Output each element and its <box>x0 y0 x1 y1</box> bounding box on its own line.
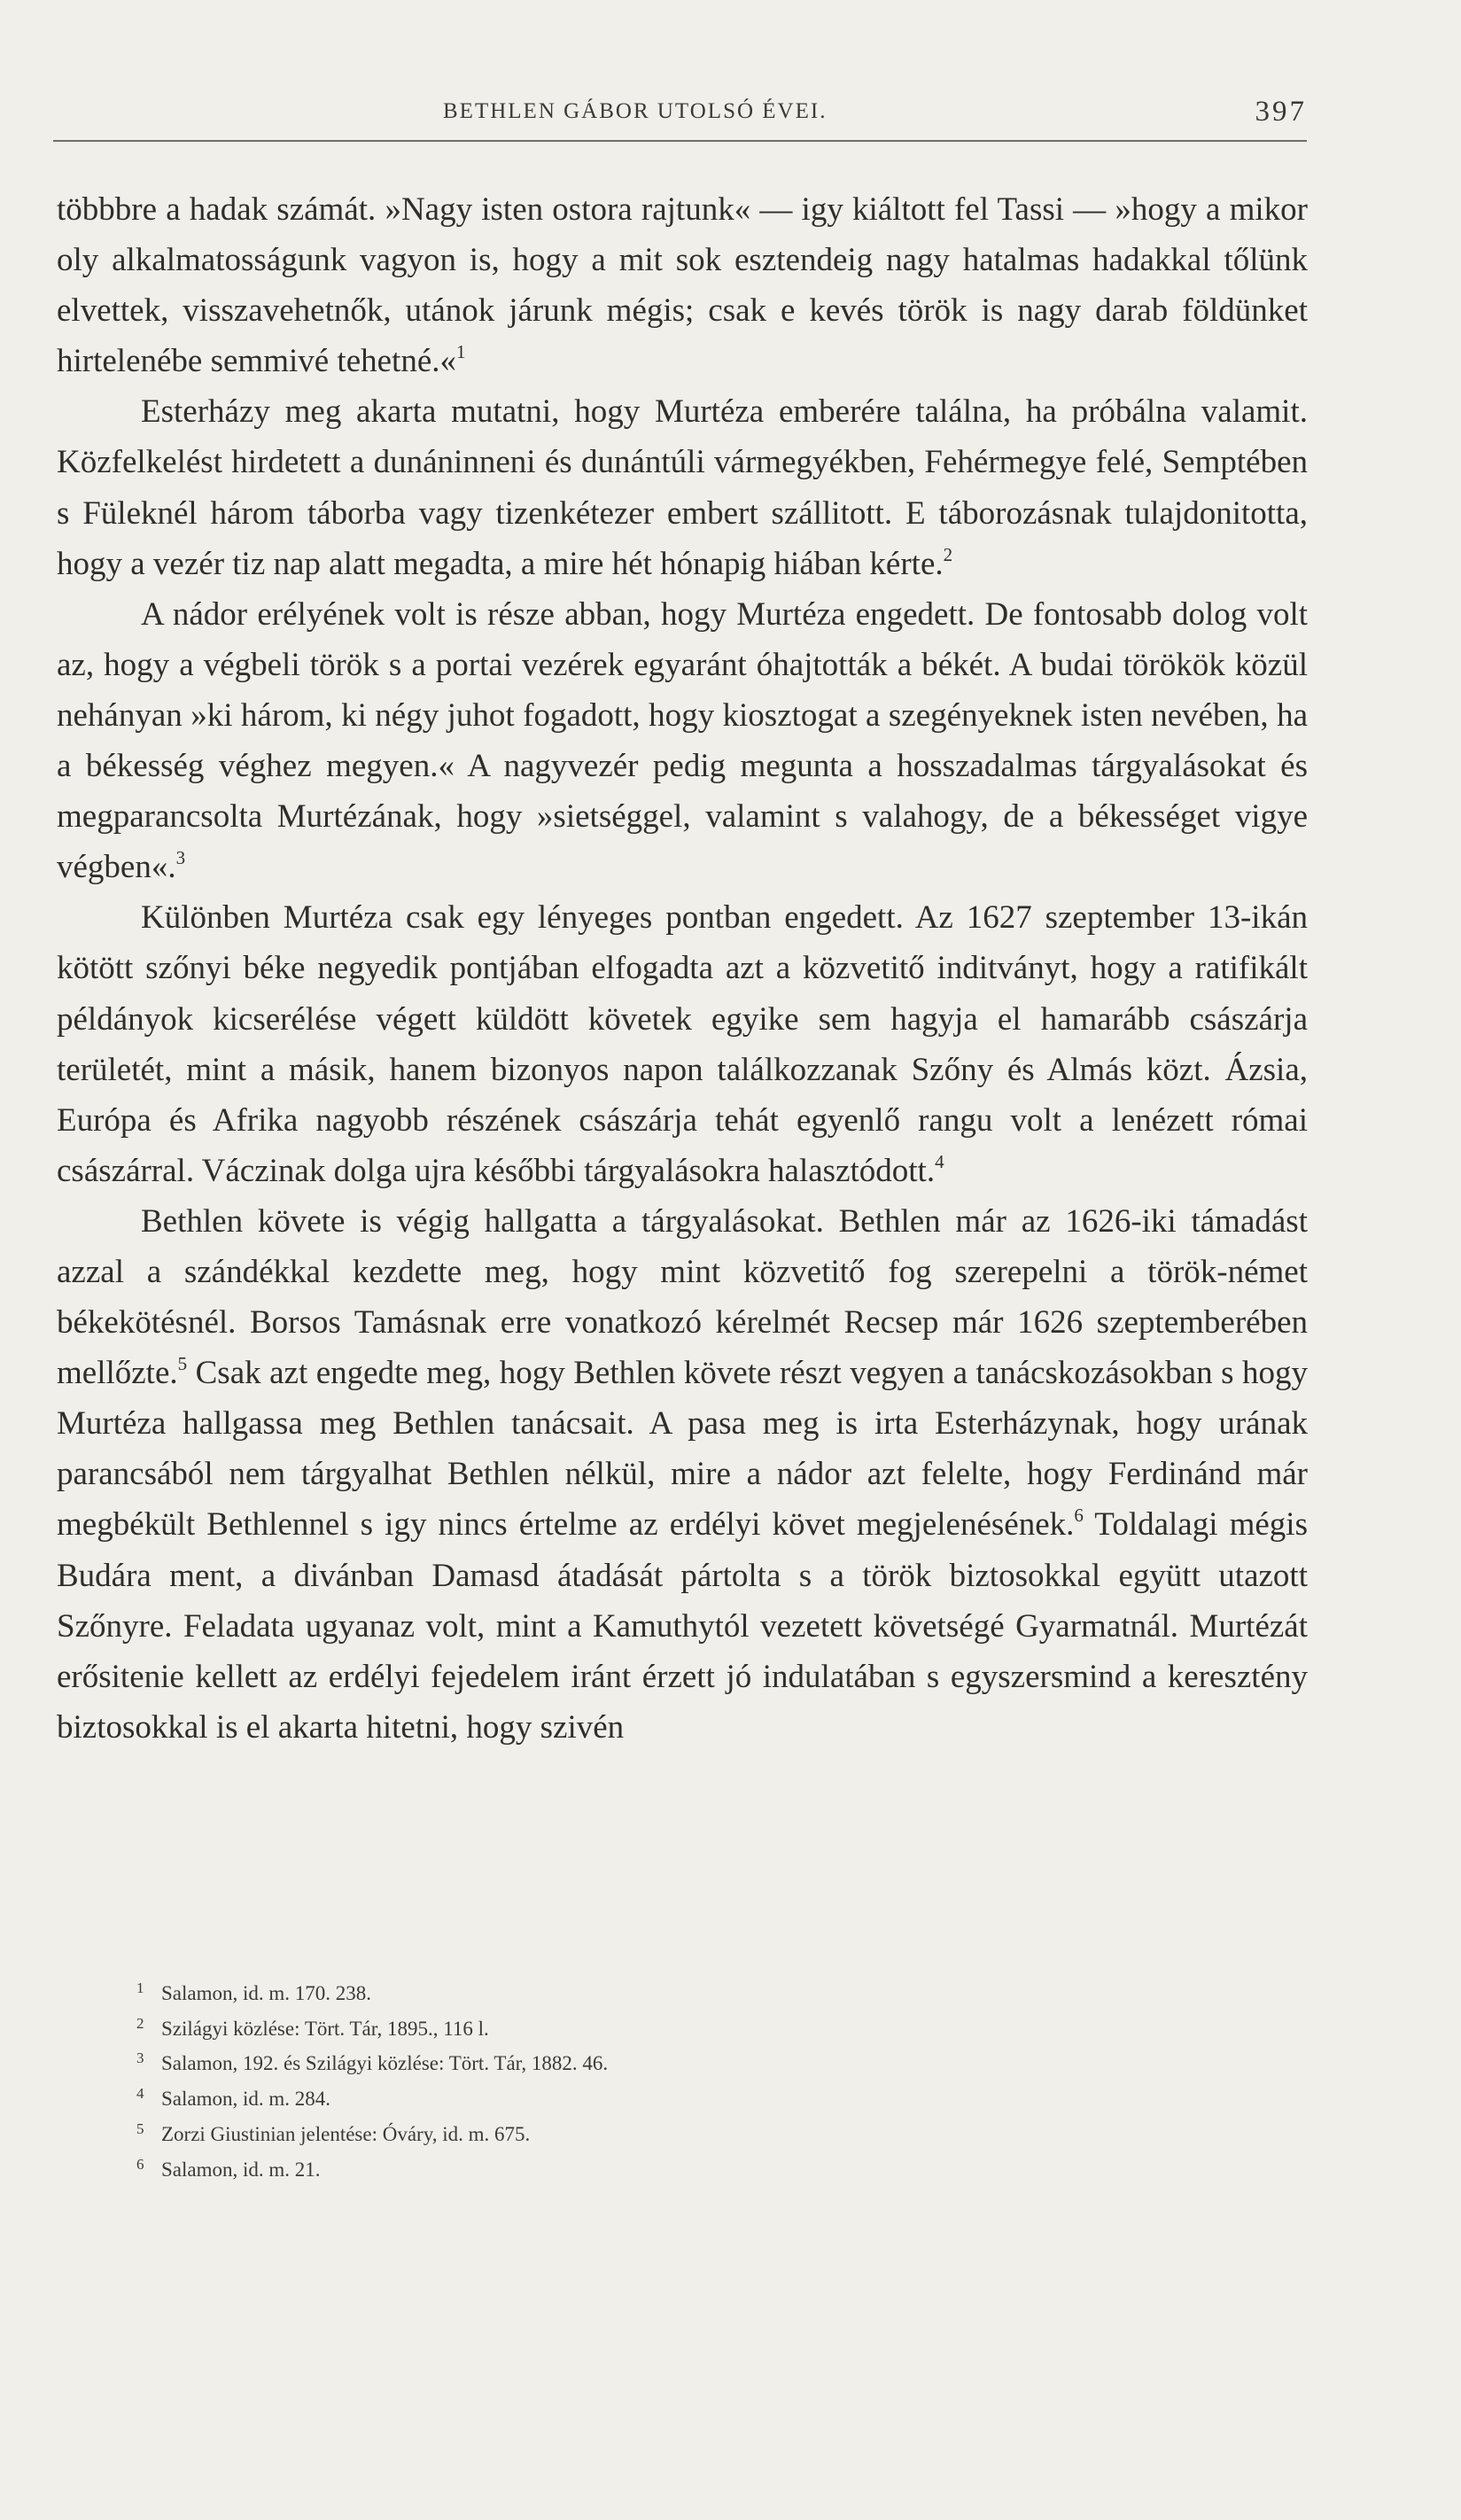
footnote-reference: 2 <box>943 543 953 565</box>
footnote-number: 5 <box>136 2119 144 2137</box>
paragraph-text: Esterházy meg akarta mutatni, hogy Murtéza emberére találna, ha próbálna valamit. Közfelkelést hirdetett a dunáninneni és dunántúli vármegyékben, Fehérmegye felé, Semptében s Füleknél három táborba vagy tizenkétezer embert szállitott. E táborozásnak tulajdonitotta, hogy a vezér tiz nap alatt megadta, a mire hét hónapig hiában kérte. <box>57 393 1308 582</box>
paragraph <box>57 589 1308 893</box>
footnote-text: Salamon, id. m. 170. 238. <box>161 1982 372 2004</box>
footnote-reference: 3 <box>175 847 186 869</box>
main-text <box>57 184 1308 1753</box>
paragraph-text: többbre a hadak számát. »Nagy isten ostora rajtunk« — igy kiáltott fel Tassi — »hogy a mikor oly alkalmatosságunk vagyon is, hogy a mit sok esztendeig nagy hatalmas hadakkal tőlünk elvettek, visszavehetnők, utánok járunk mégis; csak e kevés török is nagy darab földünket hirtelenébe semmivé tehetné.« <box>57 191 1308 380</box>
page-header <box>53 87 1307 142</box>
footnote-text: Szilágyi közlése: Tört. Tár, 1895., 116 l. <box>161 2017 489 2040</box>
footnote <box>136 2046 1155 2081</box>
paragraph <box>57 1196 1308 1753</box>
paragraph-text: A nádor erélyének volt is része abban, hogy Murtéza engedett. De fontosabb dolog volt az, hogy a végbeli török s a portai vezérek egyaránt óhajtották a békét. A budai törökök közül nehányan »ki három, ki négy juhot fogadott, hogy kiosztogat a szegényeknek isten nevében, ha a békesség véghez megyen.« A nagyvezér pedig megunta a hosszadalmas tárgyalásokat és megparancsolta Murtézának, hogy »sietséggel, valamint s valahogy, de a békességet vigye végben«. <box>57 595 1308 886</box>
footnote-number: 4 <box>136 2085 144 2103</box>
footnote-number: 6 <box>136 2155 144 2173</box>
footnotes <box>136 1976 1155 2187</box>
footnote <box>136 2117 1155 2152</box>
footnote-text: Salamon, id. m. 284. <box>161 2088 331 2111</box>
footnote <box>136 1976 1155 2011</box>
footnote-number: 2 <box>136 2014 144 2032</box>
paragraph-text: Csak azt engedte meg, hogy Bethlen követe részt vegyen a tanácskozásokban s hogy Murtéza hallgassa meg Bethlen tanácsait. A pasa meg is irta Esterházynak, hogy urának parancsából nem tárgyalhat Bethlen nélkül, mire a nádor azt felelte, hogy Ferdinánd már megbékült Bethlennel s igy nincs értelme az erdélyi követ megjelenésének. <box>57 1355 1308 1544</box>
paragraph <box>57 184 1308 386</box>
paragraph-text: Toldalagi mégis Budára ment, a divánban Damasd átadását pártolta s a török biztosokkal együtt utazott Szőnyre. Feladata ugyanaz volt, mint a Kamuthytól vezetett követségé Gyarmatnál. Murtézát erősitenie kellett az erdélyi fejedelem iránt érzett jó indulatában s egyszersmind a keresztény biztosokkal is el akarta hitetni, hogy szivén <box>57 1506 1308 1746</box>
running-head: BETHLEN GÁBOR UTOLSÓ ÉVEI. <box>443 99 828 123</box>
footnote-number: 1 <box>136 1979 144 1996</box>
footnote-text: Salamon, 192. és Szilágyi közlése: Tört. Tár, 1882. 46. <box>161 2052 609 2075</box>
footnote <box>136 2081 1155 2117</box>
page-number: 397 <box>1255 96 1307 128</box>
footnote-number: 3 <box>136 2049 144 2067</box>
footnote <box>136 2152 1155 2188</box>
footnote-reference: 6 <box>1074 1505 1084 1527</box>
footnote-reference: 1 <box>456 341 466 363</box>
footnote <box>136 2011 1155 2047</box>
paragraph <box>57 892 1308 1196</box>
footnote-text: Salamon, id. m. 21. <box>161 2158 321 2181</box>
paragraph-text: Különben Murtéza csak egy lényeges pontban engedett. Az 1627 szeptember 13-ikán kötött szőnyi béke negyedik pontjában elfogadta azt a közvetitő inditványt, hogy a ratifikált példányok kicserélése végett küldött követek egyike sem hagyja el hamarább császárja területét, mint a másik, hanem bizonyos napon találkozzanak Szőny és Almás közt. Ázsia, Európa és Afrika nagyobb részének császárja tehát egyenlő rangu volt a lenézett római császárral. Váczinak dolga ujra későbbi tárgyalásokra halasztódott. <box>57 899 1308 1189</box>
footnote-reference: 4 <box>935 1150 944 1172</box>
paragraph-text: Bethlen követe is végig hallgatta a tárgyalásokat. Bethlen már az 1626-iki támadást azzal a szándékkal kezdette meg, hogy mint közvetitő fog szerepelni a török-német békekötésnél. Borsos Tamásnak erre vonatkozó kérelmét Recsep már 1626 szeptemberében mellőzte. <box>57 1202 1308 1392</box>
paragraph <box>57 386 1308 588</box>
footnote-text: Zorzi Giustinian jelentése: Óváry, id. m. 675. <box>161 2122 531 2145</box>
footnote-reference: 5 <box>177 1353 188 1375</box>
